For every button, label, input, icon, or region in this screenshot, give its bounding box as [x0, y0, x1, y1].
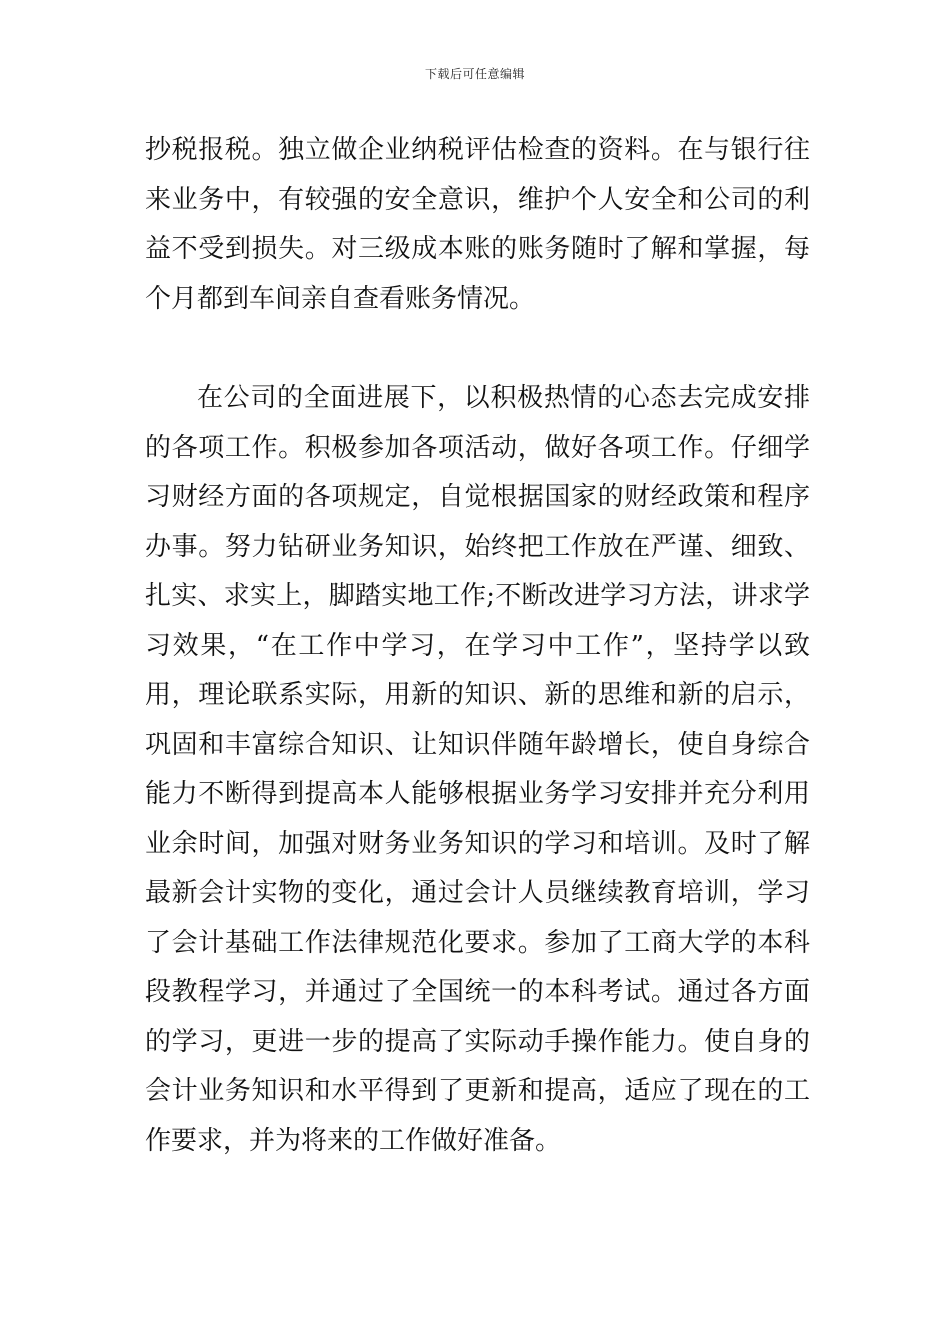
page-header: 下载后可任意编辑 — [424, 67, 525, 81]
paragraph-continuation: 抄税报税。独立做企业纳税评估检查的资料。在与银行往来业务中，有较强的安全意识，维护个人安全和公司的利益不受到损失。对三级成本账的账务随时了解和掌握，每个月都到车间亲自查看账务情况。 — [145, 135, 810, 314]
paragraph-work-study: 在公司的全面进展下，以积极热情的心态去完成安排的各项工作。积极参加各项活动，做好各项工作。仔细学习财经方面的各项规定，自觉根据国家的财经政策和程序办事。努力钻研业务知识，始终把工作放在严谨、细致、扎实、求实上，脚踏实地工作;不断改进学习方法，讲求学习效果，“在工作中学习，在学习中工作”，坚持学以致用，理论联系实际，用新的知识、新的思维和新的启示，巩固和丰富综合知识、让知识伴随年龄增长，使自身综合能力不断得到提高本人能够根据业务学习安排并充分利用业余时间，加强对财务业务知识的学习和培训。及时了解最新会计实物的变化，通过会计人员继续教育培训，学习了会计基础工作法律规范化要求。参加了工商大学的本科段教程学习，并通过了全国统一的本科考试。通过各方面的学习，更进一步的提高了实际动手操作能力。使自身的会计业务知识和水平得到了更新和提高，适应了现在的工作要求，并为将来的工作做好准备。 — [145, 383, 810, 1156]
